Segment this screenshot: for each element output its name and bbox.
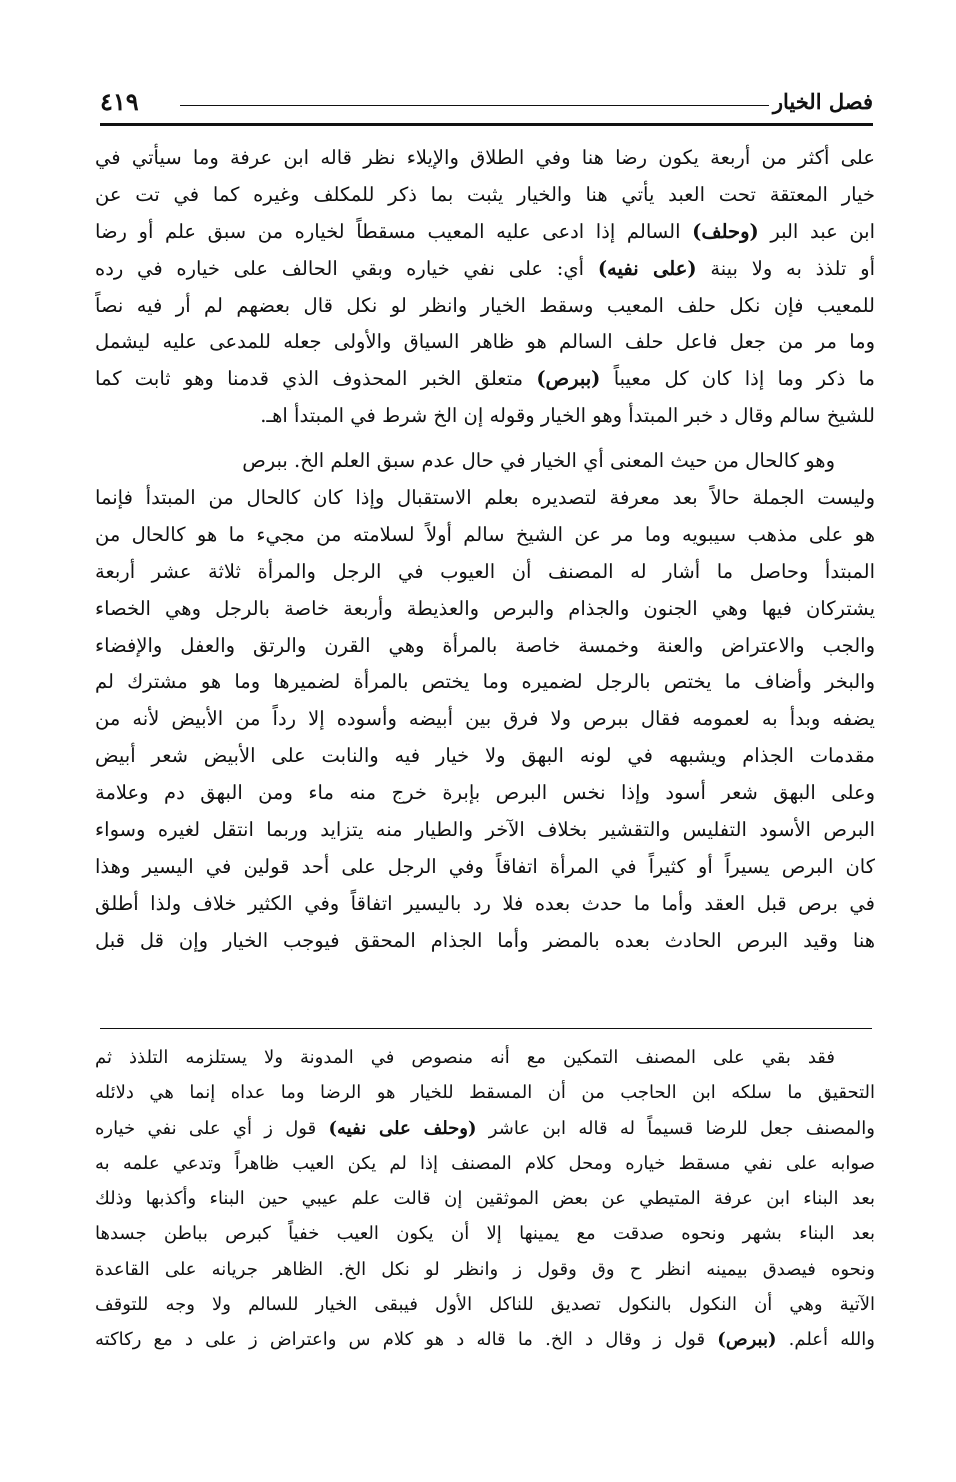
footnote-line: الآتية وهي أن النكول بالنكول تصديق للناكل الأول فيبقى الخيار للسالم ولا وجه للتوقف: [95, 1294, 875, 1316]
page-number: ٤١٩: [100, 87, 139, 116]
text-line: وما مر من جعل فاعل حلف السالم هو ظاهر السياق والأولى جعله للمدعى عليه ليشمل: [95, 330, 875, 354]
footnote-line: بعد البناء ابن عرفة المتيطي عن بعض الموثقين إن قالت علم عيبي حين البناء وأكذبها وذلك: [95, 1188, 875, 1210]
text-line: مقدمات الجذام ويشبهه في لونه البهق ولا خيار فيه والنابت على الأبيض شعر أبيض: [95, 744, 875, 768]
text-segment: ما ذكر وما إذا كان كل معيباً: [600, 367, 875, 391]
text-segment: السالم إذا ادعى عليه المعيب مسقطاً لخياره من سبق علم أو رضا: [95, 219, 693, 243]
text-line: والجب والاعتراض والعنة وخمسة خاصة بالمرأة وهي القرن والرتق والعفل والإفضاء: [95, 633, 875, 657]
footnote-line: التحقيق ما سلكه ابن الحاجب من أن المسقط للخيار هو الرضا وما عداه إنما هي دلائله: [95, 1082, 875, 1104]
text-segment: متعلق الخبر المحذوف الذي قدمنا وهو ثابت كما: [95, 367, 537, 391]
text-line: للشيخ سالم وقال د خبر المبتدأ وهو الخيار وقوله إن الخ شرط في المبتدأ اهـ.: [260, 404, 875, 428]
matn-quote: (على نفيه): [597, 256, 697, 280]
matn-quote: (وحلف): [692, 219, 759, 243]
footnote-line: [95, 1322, 875, 1357]
footnote-line: صوابه على نفي مسقط خياره ومحل كلام المصنف إذا لم يكن العيب ظاهراً وتدعي علمه به: [95, 1152, 875, 1174]
footnote-line: فقد بقي على المصنف التمكين مع أنه منصوص في المدونة ولا يستلزمه التلذذ ثم: [95, 1047, 835, 1068]
header-divider: [180, 105, 769, 106]
text-line: هو على مذهب سيبويه وما مر عن الشيخ سالم أولاً لسلامته من مجيء ما هو كالحال من: [95, 522, 875, 546]
chapter-title: فصل الخيار: [772, 89, 873, 114]
text-segment: قول ز أي على نفي خياره: [95, 1117, 329, 1139]
footnote-line: ونحوه فيصدق بيمينه انظر ح وق وقول ز وانظر لو نكل الخ. الظاهر جريانه على القاعدة: [95, 1258, 875, 1280]
footnote-line: [95, 1111, 875, 1146]
text-line: في برص قبل العقد وأما ما حدث بعده فلا رد باليسير اتفاقاً وفي الكثير خلاف ولذا أطلق: [95, 891, 875, 915]
matn-quote: (وحلف على نفيه): [328, 1117, 477, 1139]
text-line: وهو كالحال من حيث المعنى أي الخيار في حال عدم سبق العلم الخ. ببرص: [242, 449, 835, 473]
text-line: المبتدأ وحاصل ما أشار له المصنف أن العيوب في الرجل والمرأة ثلاثة عشر أربعة: [95, 559, 875, 583]
main-text: [95, 140, 875, 960]
text-line: خيار المعتقة تحت العبد يأتي هنا والخيار يثبت بما ذكر للمكلف وغيره كما في تت عن: [95, 182, 875, 206]
text-line: كان البرص يسيراً أو كثيراً في المرأة اتفاقاً وفي الرجل على أحد قولين في اليسير وهذا: [95, 854, 875, 878]
text-line: هنا وقيد البرص الحادث بعده بالمضر وأما الجذام المحقق فيوجب الخيار وإن قل قبل: [95, 928, 875, 952]
text-line: يشتركان فيها وهي الجنون والجذام والبرص والعذيطة وأربعة خاصة بالرجل وهي الخصاء: [95, 596, 875, 620]
header-rule: [100, 123, 873, 126]
footnote-text: [95, 1040, 875, 1358]
text-line: [95, 214, 875, 251]
text-line: [95, 361, 875, 398]
text-line: والبخر وأضاف ما يختص بالرجل لضميره وما يختص بالمرأة لضميرها وما هو مشترك لم: [95, 670, 875, 694]
text-segment: ابن عبد البر: [758, 219, 875, 243]
matn-quote: (ببرص): [536, 367, 601, 391]
footnote-rule: [100, 1028, 872, 1029]
footnote-line: بعد البناء بشهر ونحوه صدقت مع يمينها إلا أن يكون العيب خفياً كبرص بباطن جسدها: [95, 1223, 875, 1245]
text-segment: أو تلذذ به ولا بينة: [696, 256, 875, 280]
text-segment: والمصنف جعل للرضا قسيماً له قاله ابن عاشر: [476, 1117, 875, 1139]
matn-quote: (ببرص): [717, 1329, 777, 1351]
page-header: [100, 88, 873, 122]
text-segment: قول ز وقال د الخ. ما قاله د هو كلام س واعتراض ز على د مع ركاكته: [95, 1329, 718, 1351]
text-line: وليست الجملة حالاً بعد معرفة لتصديره بعلم الاستقبال وإذا كان كالحال من المبتدأ فإنما: [95, 486, 875, 510]
text-line: وعلى البهق شعر أسود وإذا نخس البرص بإبرة خرج منه ماء ومن البهق دم وعلامة: [95, 781, 875, 805]
paragraph-gap: [95, 435, 875, 443]
text-line: [95, 251, 875, 288]
text-segment: والله أعلم.: [776, 1329, 875, 1351]
text-line: على أكثر من أربعة يكون رضا هنا وفي الطلاق والإيلاء نظر قاله ابن عرفة وما سيأتي في: [95, 146, 875, 169]
text-segment: أي: على نفي خياره وبقي الحالف على خياره في رده: [95, 256, 598, 280]
text-line: البرص الأسود التفليس والتقشير بخلاف الآخر والطيار منه يتزايد وربما انتقل لغيره وسواء: [95, 818, 875, 842]
text-line: يضفه وبدأ به لعمومه فقال ببرص ولا فرق بين أبيضه وأسوده إلا رداً من الأبيض لأنه من: [95, 707, 875, 731]
text-line: للمعيب فإن نكل حلف المعيب وسقط الخيار وانظر لو نكل قال بعضهم لم أر فيه نصاً: [95, 293, 875, 317]
